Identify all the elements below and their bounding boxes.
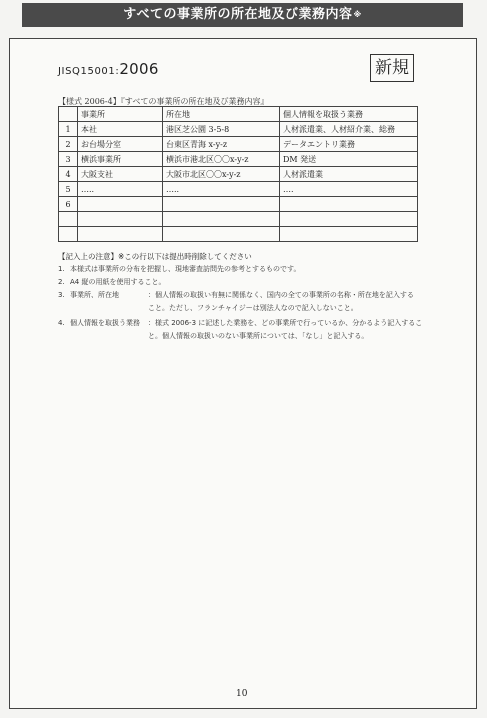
document-number (58, 60, 159, 78)
note-4 (58, 317, 422, 330)
row-index (59, 227, 78, 242)
header-location: 所在地 (163, 107, 280, 122)
table-row (59, 152, 418, 167)
row-index: 5 (59, 182, 78, 197)
document-number-year: 2006 (119, 60, 159, 78)
row-office: 大阪支社 (78, 167, 163, 182)
row-index: 2 (59, 137, 78, 152)
note-3-text1: ：個人情報の取扱い有無に関係なく、国内の全ての事業所の名称・所在地を記入する (148, 291, 414, 299)
row-index: 3 (59, 152, 78, 167)
row-location: 台東区青海 x-y-z (163, 137, 280, 152)
row-index: 6 (59, 197, 78, 212)
table-row (59, 137, 418, 152)
office-table (58, 106, 418, 242)
table-row (59, 167, 418, 182)
table-row (59, 227, 418, 242)
row-index (59, 212, 78, 227)
table-caption: 【様式 2006-4】『すべての事業所の所在地及び業務内容』 (58, 97, 269, 106)
table-row (59, 182, 418, 197)
page-banner (22, 3, 463, 27)
note-1 (58, 263, 300, 276)
table-header-row (59, 107, 418, 122)
row-location: 大阪市北区〇〇x-y-z (163, 167, 280, 182)
note-4-text1: ：様式 2006-3 に記述した業務を、どの事業所で行っているか、分かるよう記入するこ (148, 319, 423, 327)
row-location (163, 197, 280, 212)
row-location: 横浜市港北区〇〇x-y-z (163, 152, 280, 167)
note-4-label: 個人情報を取扱う業務 (70, 319, 140, 327)
row-location (163, 212, 280, 227)
row-office: 本社 (78, 122, 163, 137)
note-3-cont (148, 302, 358, 315)
note-1-text: 本様式は事業所の分布を把握し、現地審査訪問先の参考とするものです。 (70, 265, 301, 273)
row-office: 横浜事業所 (78, 152, 163, 167)
row-business (280, 227, 418, 242)
row-business: DM 発送 (280, 152, 418, 167)
row-office: お台場分室 (78, 137, 163, 152)
row-location: ….. (163, 182, 280, 197)
row-business (280, 212, 418, 227)
banner-mark: ※ (353, 10, 362, 19)
note-1-num: 1. (58, 265, 65, 273)
note-2-text: A4 縦の用紙を使用すること。 (70, 278, 166, 286)
table-row (59, 122, 418, 137)
note-2 (58, 276, 165, 289)
row-business: 人材派遣業 (280, 167, 418, 182)
banner-title: すべての事業所の所在地及び業務内容 (123, 7, 353, 22)
row-office (78, 197, 163, 212)
row-business: …. (280, 182, 418, 197)
row-location: 港区芝公園 3-5-8 (163, 122, 280, 137)
note-4-num: 4. (58, 319, 65, 327)
row-office: ….. (78, 182, 163, 197)
note-4-cont (148, 330, 368, 343)
row-office (78, 212, 163, 227)
notes-title: 【記入上の注意】※この行以下は提出時削除してください (58, 252, 252, 261)
header-index (59, 107, 78, 122)
table-row (59, 212, 418, 227)
header-office: 事業所 (78, 107, 163, 122)
row-index: 4 (59, 167, 78, 182)
new-stamp: 新規 (370, 54, 414, 82)
note-3-text2: こと。ただし、フランチャイジーは別法人なので記入しないこと。 (148, 304, 358, 312)
row-business: 人材派遣業、人材紹介業、総務 (280, 122, 418, 137)
row-office (78, 227, 163, 242)
note-3 (58, 289, 414, 302)
table-row (59, 197, 418, 212)
row-index: 1 (59, 122, 78, 137)
note-2-num: 2. (58, 278, 65, 286)
page-number: 10 (236, 689, 248, 699)
note-4-text2: と。個人情報の取扱いのない事業所については、「なし」と記入する。 (148, 332, 369, 340)
document-number-prefix: JISQ15001: (58, 66, 120, 77)
row-location (163, 227, 280, 242)
note-3-label: 事業所、所在地 (70, 291, 119, 299)
row-business (280, 197, 418, 212)
note-3-num: 3. (58, 291, 65, 299)
header-business: 個人情報を取扱う業務 (280, 107, 418, 122)
row-business: データエントリ業務 (280, 137, 418, 152)
